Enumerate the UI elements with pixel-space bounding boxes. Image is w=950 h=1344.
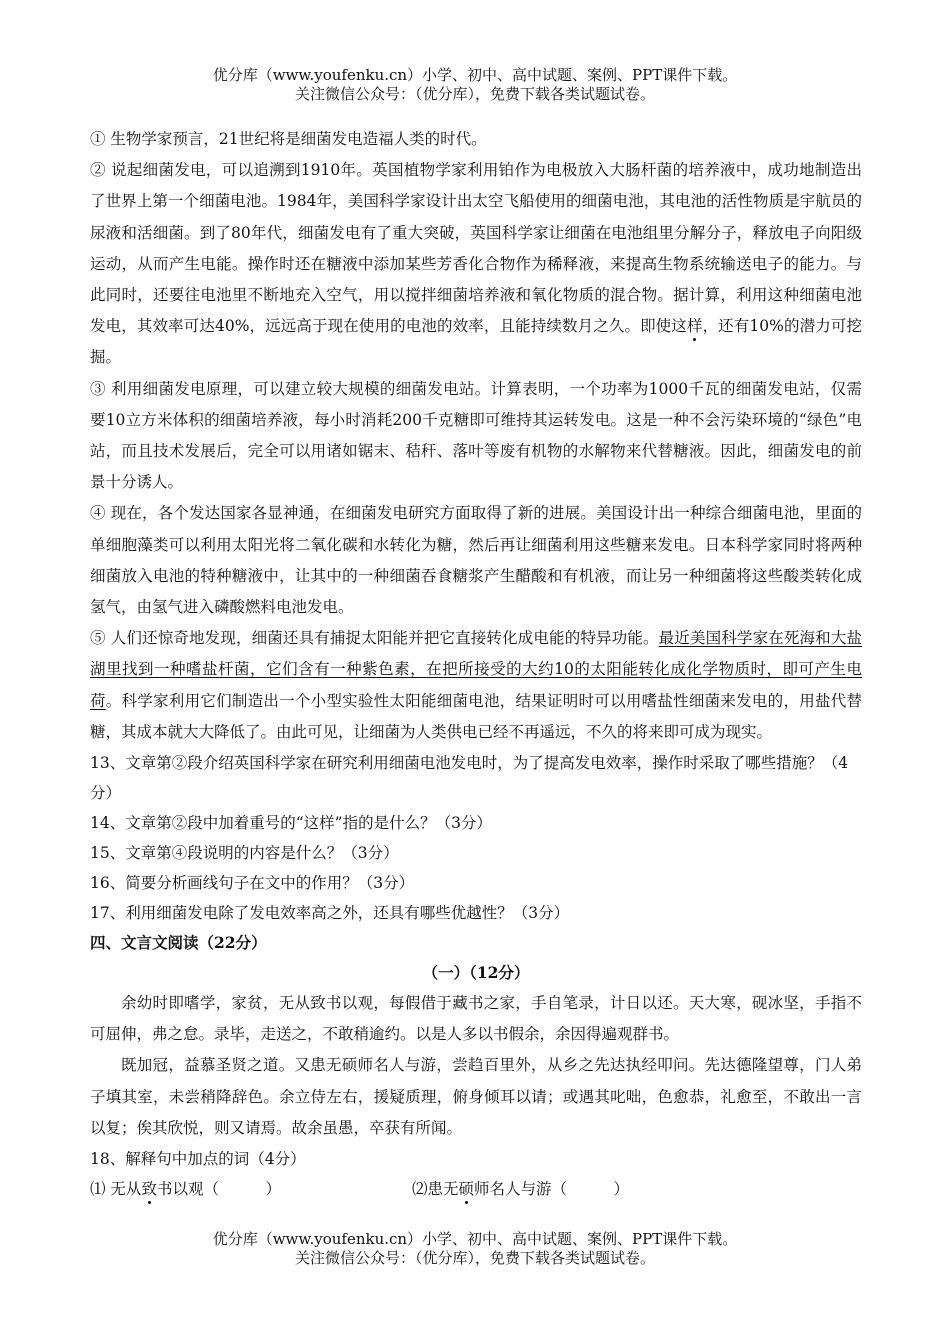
emphasis-dot-word: 样 (686, 317, 703, 336)
question-13: 13、文章第②段介绍英国科学家在研究利用细菌电池发电时，为了提高发电效率，操作时采取了哪些措施？（4分） (90, 754, 849, 803)
item-2-text-a: ⑵患无 (412, 1180, 459, 1199)
paragraph-2-text-a: ② 说起细菌发电，可以追溯到1910年。英国植物学家利用铂作为电极放入大肠杆菌的培养液中，成功地制造出了世界上第一个细菌电池。1984年，美国科学家设计出太空飞船使用的细菌电池，其电池的活性物质是宇航员的尿液和活细菌。到了80年代，细菌发电有了重大突破，英国科学家让细菌在电池组里分解分子，释放电子向阳级运动，从而产生电能。操作时还在糖液中添加某些芳香化合物作为稀释液，来提高生物系统输送电子的能力。与此同时，还要往电池里不断地充入空气，用以搅拌细菌培养液和氧化物质的混合物。据计算，利用这种细菌电池发电，其效率可达40%，远远高于现在使用的电池的效率，且能持续数月之久。即使这 (90, 161, 862, 336)
footer-line-1: 优分库（www.youfenku.cn）小学、初中、高中试题、案例、PPT课件下载。 (212, 1230, 738, 1248)
paragraph-4: ④ 现在，各个发达国家各显神通，在细菌发电研究方面取得了新的进展。美国设计出一种综合细菌电池，里面的单细胞藻类可以利用太阳光将二氧化碳和水转化为糖，然后再让细菌利用这些糖来发电。日本科学家同时将两种细菌放入电池的特种糖液中，让其中的一种细菌吞食糖浆产生醋酸和有机液，而让另一种细菌将这些酸类转化成氢气，由氢气进入磷酸燃料电池发电。 (90, 504, 862, 617)
underlined-sentence: 最近美国科学家在死海和大盐湖里找到一种嗜盐杆菌，它们含有一种紫色素，在把所接受的大约10的太阳能转化成化学物质时，即可产生电荷 (90, 629, 862, 710)
question-18: 18、解释句中加点的词（4分） (90, 1150, 306, 1169)
paragraph-2-text-b: ，还有10%的潜力可挖掘。 (90, 317, 862, 367)
question-18-items (90, 1174, 862, 1204)
item-1-text-b: 书以观（ ） (156, 1180, 281, 1199)
item-1-text-a: ⑴ 无从 (90, 1180, 142, 1199)
item-2-text-b: 师名人与游（ ） (474, 1180, 630, 1199)
paragraph-1: ① 生物学家预言，21世纪将是细菌发电造福人类的时代。 (90, 130, 487, 148)
question-17: 17、利用细菌发电除了发电效率高之外，还具有哪些优越性？（3分） (90, 904, 570, 923)
paragraph-3: ③ 利用细菌发电原理，可以建立较大规模的细菌发电站。计算表明，一个功率为1000千瓦的细菌发电站，仅需要10立方米体积的细菌培养液，每小时消耗200千克糖即可维持其运转发电。这是一种不会污染环境的“绿色”电站，而且技术发展后，完全可以用诸如锯末、秸秆、落叶等废有机物的水解物来代替糖液。因此，细菌发电的前景十分诱人。 (90, 379, 862, 492)
classical-paragraph-1: 余幼时即嗜学，家贫，无从致书以观，每假借于藏书之家，手自笔录，计日以还。天大寒，砚冰坚，手指不可屈伸，弗之怠。录毕，走送之，不敢稍逾约。以是人多以书假余，余因得遍观群书。 (90, 994, 862, 1044)
question-16: 16、简要分析画线句子在文中的作用？（3分） (90, 874, 415, 893)
question-15: 15、文章第④段说明的内容是什么？（3分） (90, 844, 399, 863)
paragraph-5-text-a: ⑤ 人们还惊奇地发现，细菌还具有捕捉太阳能并把它直接转化成电能的特异功能。 (90, 629, 659, 648)
paragraph-2 (90, 155, 862, 373)
item-2-dotted-char: 硕 (458, 1180, 475, 1199)
header-line-1: 优分库（www.youfenku.cn）小学、初中、高中试题、案例、PPT课件下载。 (212, 66, 738, 84)
paragraph-5-text-b: 。科学家利用它们制造出一个小型实验性太阳能细菌电池，结果证明时可以用嗜盐性细菌来发电的，用盐代替糖，其成本就大大降低了。由此可见，让细菌为人类供电已经不再遥远，不久的将来即可成为现实。 (90, 691, 862, 741)
footer-line-2: 关注微信公众号：（优分库），免费下载各类试题试卷。 (294, 1249, 655, 1267)
item-1-dotted-char: 致 (141, 1180, 157, 1199)
document-body (90, 124, 862, 1204)
header-line-2: 关注微信公众号：（优分库），免费下载各类试题试卷。 (294, 85, 655, 103)
subsection-title: （一）（12分） (422, 963, 530, 983)
classical-paragraph-2: 既加冠，益慕圣贤之道。又患无硕师名人与游，尝趋百里外，从乡之先达执经叩问。先达德隆望尊，门人弟子填其室，未尝稍降辞色。余立侍左右，援疑质理，俯身倾耳以请；或遇其叱咄，色愈恭，礼愈至，不敢出一言以复；俟其欣悦，则又请焉。故余虽愚，卒获有所闻。 (90, 1056, 862, 1137)
paragraph-5 (90, 623, 862, 748)
question-14: 14、文章第②段中加着重号的“这样”指的是什么？（3分） (90, 814, 492, 833)
question-18-item-1 (90, 1174, 412, 1204)
question-18-item-2 (412, 1174, 629, 1204)
page-footer (0, 1230, 950, 1268)
page-header (0, 66, 950, 104)
section-4-title: 四、文言文阅读（22分） (90, 933, 267, 953)
